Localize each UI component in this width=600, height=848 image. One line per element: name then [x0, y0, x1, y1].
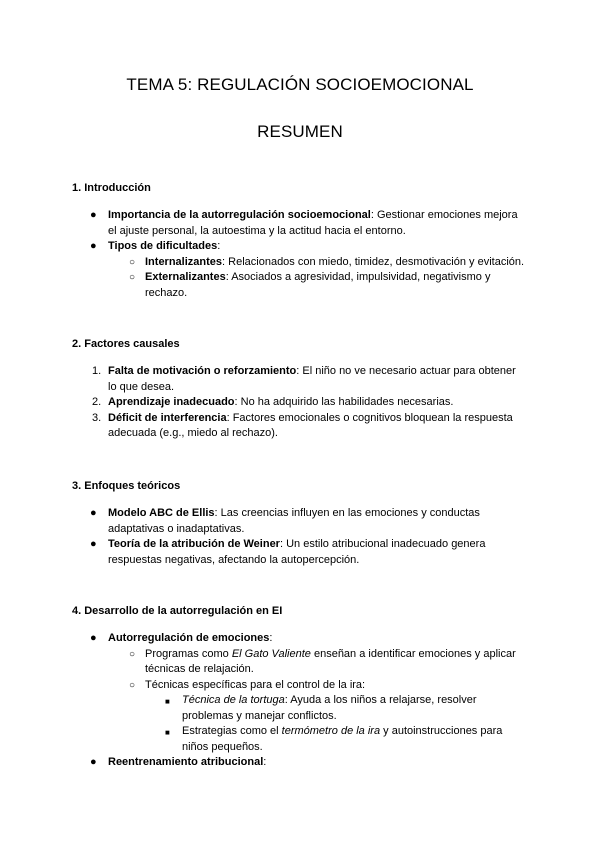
factors-list — [92, 364, 548, 442]
bullet-icon: ● — [90, 240, 97, 252]
document-title: TEMA 5: REGULACIÓN SOCIOEMOCIONAL — [126, 75, 474, 94]
bullet-icon: ● — [90, 209, 97, 221]
sublist — [108, 255, 548, 302]
list-item: ■ Técnica de la tortuga: Ayuda a los niños a relajarse, resolver problemas y manejar conflictos. — [165, 694, 477, 722]
circle-bullet-icon: ○ — [129, 679, 136, 691]
section-heading-desarrollo: 4. Desarrollo de la autorregulación en EI — [72, 605, 283, 617]
bullet-icon: ● — [90, 756, 97, 768]
bullet-icon: ● — [90, 538, 97, 550]
list-item: 2. Aprendizaje inadecuado: No ha adquirido las habilidades necesarias. — [108, 395, 548, 411]
sublist — [108, 647, 548, 756]
development-list — [90, 631, 548, 771]
list-item: ○ Externalizantes: Asociados a agresividad, impulsividad, negativismo y rechazo. — [129, 271, 491, 299]
list-item: ■ Estrategias como el termómetro de la ira y autoinstrucciones para niños pequeños. — [165, 725, 503, 753]
section-heading-enfoques: 3. Enfoques teóricos — [72, 480, 181, 492]
square-bullet-icon: ■ — [165, 697, 170, 706]
approaches-list — [90, 506, 548, 568]
list-number: 2. — [92, 396, 102, 408]
sublist — [145, 693, 548, 755]
circle-bullet-icon: ○ — [129, 256, 136, 268]
list-item: ● Reentrenamiento atribucional: — [108, 755, 548, 771]
list-item: ○ Programas como El Gato Valiente enseñan a identificar emociones y aplicar técnicas de relajación. — [129, 647, 516, 675]
list-item: ● Teoría de la atribución de Weiner: Un estilo atribucional inadecuado genera respuestas negativas, afectando la autopercepción. — [90, 538, 486, 566]
list-item: ● Modelo ABC de Ellis: Las creencias influyen en las emociones y conductas adaptativas o inadaptativas. — [90, 507, 480, 535]
bullet-icon: ● — [90, 632, 97, 644]
list-item: ○ Internalizantes: Relacionados con miedo, timidez, desmotivación y evitación. — [145, 255, 548, 271]
list-number: 3. — [92, 411, 102, 424]
list-item: ○ Técnicas específicas para el control de la ira: — [145, 678, 548, 694]
section-heading-introduccion: 1. Introducción — [72, 182, 151, 194]
section-heading-factores: 2. Factores causales — [72, 338, 180, 350]
list-item: ● Importancia de la autorregulación socioemocional: Gestionar emociones mejora el ajuste personal, la autoestima y la actitud hacia el entorno. — [90, 209, 518, 237]
bullet-icon: ● — [90, 507, 97, 519]
document-subtitle: RESUMEN — [257, 122, 343, 141]
square-bullet-icon: ■ — [165, 728, 170, 737]
list-item: ● Autorregulación de emociones: — [108, 631, 548, 647]
intro-list — [90, 208, 548, 301]
list-item: 3. Déficit de interferencia: Factores emocionales o cognitivos bloquean la respuesta adecuada (e.g., miedo al rechazo). — [92, 411, 513, 439]
list-item: 1. Falta de motivación o reforzamiento: El niño no ve necesario actuar para obtener lo que desea. — [92, 365, 516, 393]
circle-bullet-icon: ○ — [129, 272, 136, 283]
list-item: ● Tipos de dificultades: — [108, 239, 548, 255]
circle-bullet-icon: ○ — [129, 648, 136, 660]
list-number: 1. — [92, 365, 102, 377]
